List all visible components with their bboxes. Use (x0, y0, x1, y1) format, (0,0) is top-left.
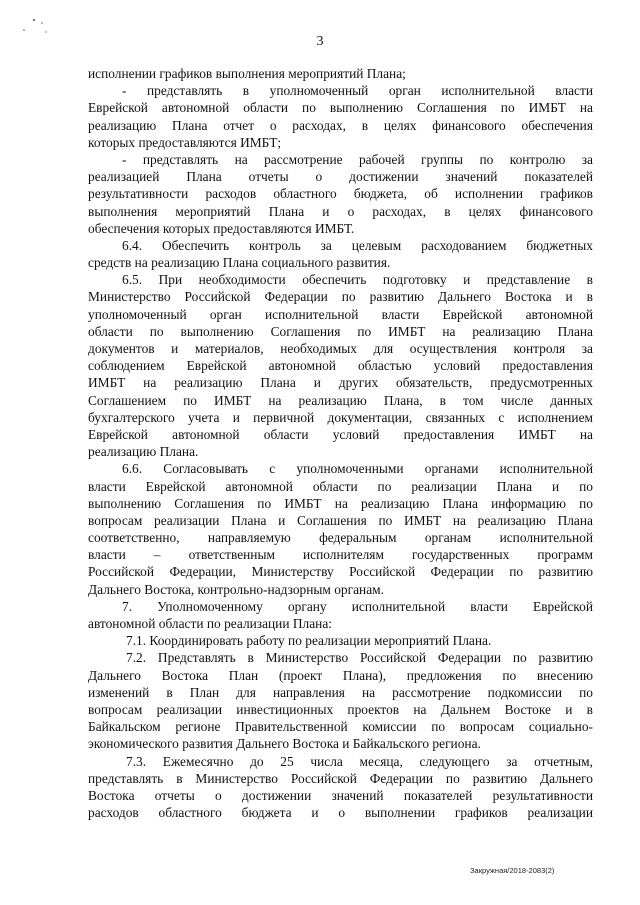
text-line: Байкальском регионе Правительственной комиссии по вопросам социально- (88, 719, 593, 735)
text-line: 6.5. При необходимости обеспечить подготовку и представление в (122, 272, 593, 288)
text-line: власти Еврейской автономной области по реализации Плана и по (88, 478, 593, 494)
text-line: вопросам реализации Плана и Соглашения по ИМБТ на реализацию Плана (88, 512, 593, 528)
text-line: Министерство Российской Федерации по развитию Дальнего Востока и в (88, 289, 593, 305)
text-line: 6.4. Обеспечить контроль за целевым расходованием бюджетных (122, 237, 593, 253)
text-line: автономной области по реализации Плана: (88, 616, 332, 631)
text-line: соблюдением Еврейской автономной областью условий предоставления (88, 358, 593, 374)
text-line: результативности расходов областного бюджета, об исполнении графиков (88, 186, 593, 202)
text-line: Российской Федерации, Министерству Российской Федерации по развитию (88, 564, 593, 580)
text-line: Дальнего Востока План (проект Плана), предложения по внесению (88, 667, 593, 683)
text-line: средств на реализацию Плана социального развития. (88, 255, 391, 271)
text-line: 7.2. Представлять в Министерство Российской Федерации по развитию (126, 650, 593, 666)
text-line: Еврейской автономной области по выполнению Соглашения по ИМБТ на (88, 100, 593, 116)
text-line: власти – ответственным исполнителям государственных программ (88, 547, 593, 563)
text-line: выполнения мероприятий Плана и о расходах, в целях финансового (88, 203, 593, 219)
text-line: выполнению Соглашения по ИМБТ на реализацию Плана информацию по (88, 495, 593, 511)
text-line: Соглашением по ИМБТ на реализацию Плана, в том числе данных (88, 392, 593, 408)
text-line: реализацию Плана отчет о расходах, в целях финансового обеспечения (88, 117, 593, 133)
text-line: расходов областного бюджета и о выполнении графиков реализации (88, 805, 593, 821)
text-line: изменений в План для направления на рассмотрение подкомиссии по (88, 684, 593, 700)
text-line: Дальнего Востока, контрольно-надзорным органам. (88, 581, 384, 597)
document-footer-code: Закружная/2018-2083(2) (470, 866, 555, 875)
text-line: области по выполнению Соглашения по ИМБТ на реализацию Плана (88, 323, 593, 339)
text-line: исполнении графиков выполнения мероприятий Плана; (88, 66, 406, 81)
text-line: - представлять в уполномоченный орган исполнительной власти (122, 83, 593, 99)
document-body (88, 65, 593, 821)
text-line: которых предоставляются ИМБТ; (88, 134, 282, 150)
text-line: Еврейской автономной области условий предоставления ИМБТ на (88, 426, 593, 442)
text-line: 6.6. Согласовывать с уполномоченными органами исполнительной (122, 461, 593, 477)
text-line: 7.1. Координировать работу по реализации мероприятий Плана. (126, 633, 492, 649)
text-line: реализацией Плана отчеты о достижении значений показателей (88, 169, 593, 185)
text-line: - представлять на рассмотрение рабочей группы по контролю за (122, 151, 593, 167)
text-line: экономического развития Дальнего Востока и Байкальского региона. (88, 736, 481, 752)
page-number: 3 (316, 34, 324, 49)
text-line: соответственно, направляемую федеральным органам исполнительной (88, 530, 593, 546)
text-line: ИМБТ на реализацию Плана и других обязательств, предусмотренных (88, 375, 593, 391)
text-line: документов и материалов, необходимых для осуществления контроля за (88, 341, 593, 356)
text-line: 7. Уполномоченному органу исполнительной власти Еврейской (122, 598, 593, 614)
text-line: реализацию Плана. (88, 444, 199, 460)
text-line: вопросам реализации инвестиционных проектов на Дальнем Востоке и в (88, 701, 593, 717)
text-line: Востока отчеты о достижении значений показателей результативности (88, 787, 593, 803)
text-line: представлять в Министерство Российской Федерации по развитию Дальнего (88, 770, 593, 786)
text-line: 7.3. Ежемесячно до 25 числа месяца, следующего за отчетным, (126, 753, 593, 769)
text-line: бухгалтерского учета и первичной документации, связанных с исполнением (88, 409, 593, 425)
text-line: уполномоченный орган исполнительной власти Еврейской автономной (88, 306, 593, 322)
text-line: обеспечения которых предоставляются ИМБТ. (88, 220, 355, 236)
